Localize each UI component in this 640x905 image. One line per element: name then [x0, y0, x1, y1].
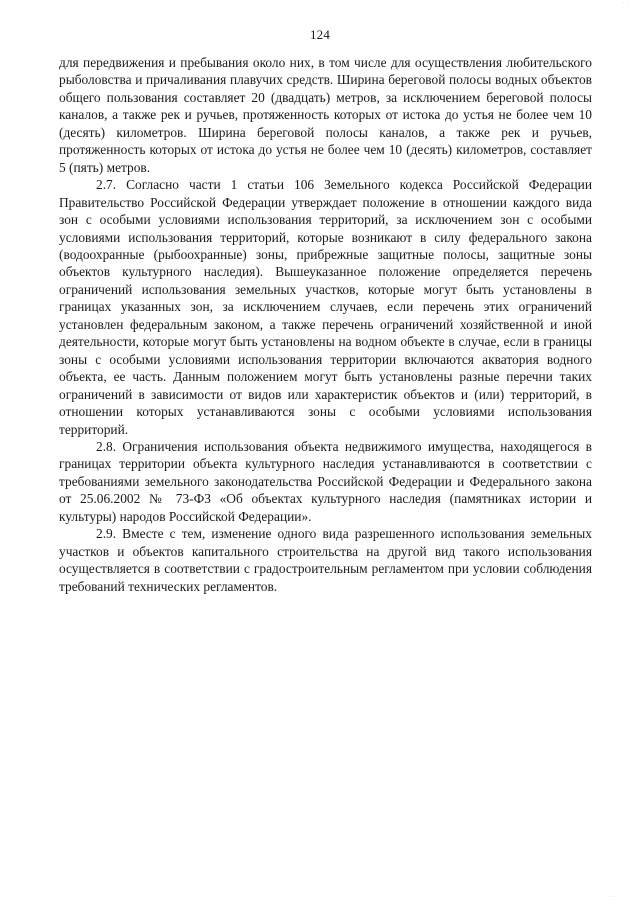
page-number: 124 — [309, 27, 331, 42]
document-body — [59, 54, 592, 595]
paragraph-number: 2.8. — [96, 438, 117, 454]
paragraph-text: для передвижения и пребывания около них, в том числе для осуществления любительского рыболовства и причаливания плавучих средств. Ширина береговой полосы водных объектов общего пользования составляет 20 (двадцать) метров, за исключением береговой полосы каналов, а также рек и ручьев, протяженность которых от истока до устья не более чем 10 (десять) километров. Ширина береговой полосы каналов, а также рек и ручьев, протяженность которых от истока до устья не более чем 10 (десять) километров, составляет 5 (пять) метров. — [59, 55, 592, 175]
paragraph-text: Ограничения использования объекта недвижимого имущества, находящегося в границах территории объекта культурного наследия устанавливаются в соответствии с требованиями земельного законодательства Российской Федерации и Федерального закона от 25.06.2002 № 73-ФЗ «Об объектах культурного наследия (памятниках истории и культуры) народов Российской Федерации». — [59, 438, 592, 524]
paragraph-2-8 — [59, 438, 592, 525]
paragraph-number: 2.9. — [96, 526, 117, 542]
scan-mark: · · — [622, 0, 628, 7]
scan-mark: · · — [608, 894, 614, 901]
paragraph-continuation — [59, 54, 592, 176]
paragraph-text: Согласно части 1 статьи 106 Земельного кодекса Российской Федерации Правительство Российской Федерации утверждает положение в отношении каждого вида зон с особыми условиями использования территорий, за исключением зон с особыми условиями использования территорий, которые возникают в силу федерального закона (водоохранные (рыбоохранные) зоны, прибрежные защитные полосы, защитные зоны объектов культурного наследия). Вышеуказанное положение определяется перечень ограничений использования земельных участков, которые могут быть установлены в границах указанных зон, за исключением случаев, если перечень этих ограничений установлен федеральным законом, а также перечень ограничений хозяйственной и иной деятельности, которые могут быть установлены на водном объекте в случае, если в границы зоны с особыми условиями использования территории включаются акватория водного объекта, ее часть. Данным положением могут быть установлены разные перечни таких ограничений в зависимости от видов или характеристик объектов и (или) территорий, в отношении которых устанавливаются зоны с особыми условиями использования территорий. — [59, 177, 593, 437]
paragraph-2-9 — [59, 525, 592, 595]
paragraph-2-7 — [59, 176, 592, 438]
paragraph-number: 2.7. — [96, 177, 117, 193]
paragraph-text: Вместе с тем, изменение одного вида разрешенного использования земельных участков и объектов капитального строительства на другой вид такого использования осуществляется в соответствии с градостроительным регламентом при условии соблюдения требований технических регламентов. — [59, 526, 592, 594]
